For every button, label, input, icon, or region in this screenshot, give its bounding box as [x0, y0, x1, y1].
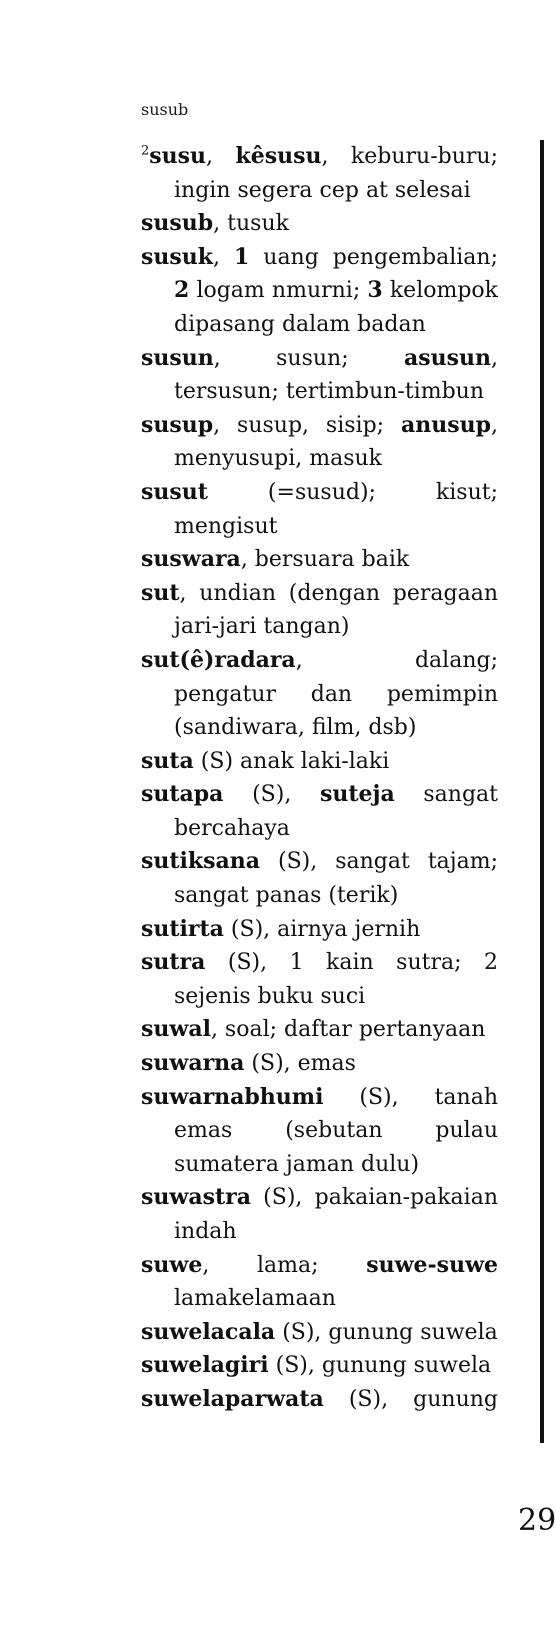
subheadword: asusun	[403, 344, 491, 371]
entry-suta	[141, 745, 498, 779]
entry-suwal	[141, 1013, 498, 1047]
entry-suwelagiri	[141, 1349, 498, 1383]
headword: sutapa	[141, 781, 224, 808]
entry-suwelaparwata	[141, 1383, 498, 1417]
entry-suwarnabhumi	[141, 1081, 498, 1182]
headword: suwal	[141, 1016, 211, 1043]
entry-susu	[141, 140, 498, 207]
definition: (S), airnya jernih	[223, 916, 421, 942]
subheadword: kêsusu	[235, 143, 322, 169]
entry-suswara	[141, 543, 498, 577]
entry-suwe	[141, 1249, 498, 1316]
homonym-number: 2	[141, 143, 150, 159]
definition: , dalang; pengatur dan pemimpin (sandiwara, film, dsb)	[174, 647, 498, 741]
definition: (S), emas	[244, 1051, 356, 1077]
headword: sutiksana	[141, 848, 261, 875]
entry-susub	[141, 207, 498, 241]
definition: sangat bercahaya	[174, 782, 498, 841]
definition: , keburu-buru; ingin segera cep at selesai	[174, 144, 498, 203]
headword: suwastra	[141, 1184, 251, 1211]
definition: (S) anak laki-laki	[193, 748, 390, 774]
entry-sutiksana	[141, 845, 498, 912]
definition: , tersusun; tertimbun-timbun	[174, 345, 498, 405]
definition: , menyusupi, masuk	[174, 412, 498, 472]
definition: (S), 1 kain sutra; 2 sejenis buku suci	[174, 950, 498, 1009]
subheadword: anusup	[400, 411, 491, 438]
entry-sutradara	[141, 644, 498, 745]
column-rule	[540, 140, 544, 1443]
headword: susu	[149, 143, 207, 169]
definition: (S), tanah emas (sebutan pulau sumatera jaman dulu)	[174, 1084, 498, 1177]
entry-sutirta	[141, 913, 498, 947]
definition: kelompok dipasang dalam badan	[174, 278, 498, 337]
headword: suwe	[141, 1251, 203, 1278]
definition: , lama;	[202, 1252, 367, 1278]
definition: , soal; daftar pertanyaan	[210, 1017, 486, 1043]
sense-number: 1	[233, 243, 250, 270]
headword: sut(ê)radara	[141, 646, 296, 673]
subheadword: suwe-suwe	[366, 1251, 498, 1278]
entry-susun	[141, 342, 498, 409]
definition: , undian (dengan peragaan jari-jari tangan)	[174, 580, 498, 640]
entry-susup	[141, 409, 498, 476]
entry-susuk	[141, 241, 498, 342]
definition: lamakelamaan	[174, 1286, 336, 1312]
dictionary-column	[141, 140, 498, 1417]
definition: , susup, sisip;	[213, 412, 401, 438]
headword: sut	[141, 579, 180, 606]
definition: (S), sangat tajam; sangat panas (terik)	[174, 849, 498, 909]
entry-susut	[141, 476, 498, 543]
headword: suwarnabhumi	[141, 1083, 324, 1110]
definition: (S), gunung suwela	[268, 1353, 492, 1379]
entry-sutra	[141, 946, 498, 1013]
headword: suwelaparwata	[141, 1385, 324, 1412]
headword: suswara	[141, 546, 241, 573]
headword: susut	[141, 478, 208, 505]
definition: (S), pakaian-pakaian indah	[174, 1185, 498, 1244]
entry-suwastra	[141, 1181, 498, 1248]
headword: suwelagiri	[141, 1352, 269, 1379]
entry-sutapa	[141, 778, 498, 845]
definition: logam nmurni;	[189, 278, 368, 304]
definition: ,	[206, 144, 236, 169]
running-header: susub	[141, 100, 189, 119]
headword: susuk	[141, 243, 214, 270]
sense-number: 3	[367, 277, 383, 304]
entry-suwarna	[141, 1047, 498, 1081]
definition: uang pengembalian;	[249, 244, 498, 270]
definition: (S), gunung	[323, 1386, 498, 1412]
headword: suwelacala	[141, 1318, 276, 1345]
entry-suwelacala	[141, 1316, 498, 1350]
definition: , susun;	[213, 345, 404, 371]
headword: susup	[141, 411, 214, 438]
headword: sutirta	[141, 915, 224, 942]
headword: susun	[141, 344, 214, 371]
definition: (=susud); kisut; mengisut	[174, 479, 498, 539]
definition: , bersuara baik	[240, 547, 410, 573]
headword: suwarna	[141, 1050, 245, 1077]
definition: , tusuk	[213, 211, 289, 237]
sense-number: 2	[174, 277, 190, 304]
headword: suta	[141, 747, 194, 774]
entry-sut	[141, 577, 498, 644]
definition: (S),	[223, 782, 320, 808]
headword: susub	[141, 210, 214, 237]
headword: sutra	[141, 949, 206, 976]
page-number: 29	[518, 1503, 556, 1538]
definition: ,	[213, 244, 234, 270]
subheadword: suteja	[319, 781, 395, 808]
definition: (S), gunung suwela	[275, 1319, 498, 1345]
